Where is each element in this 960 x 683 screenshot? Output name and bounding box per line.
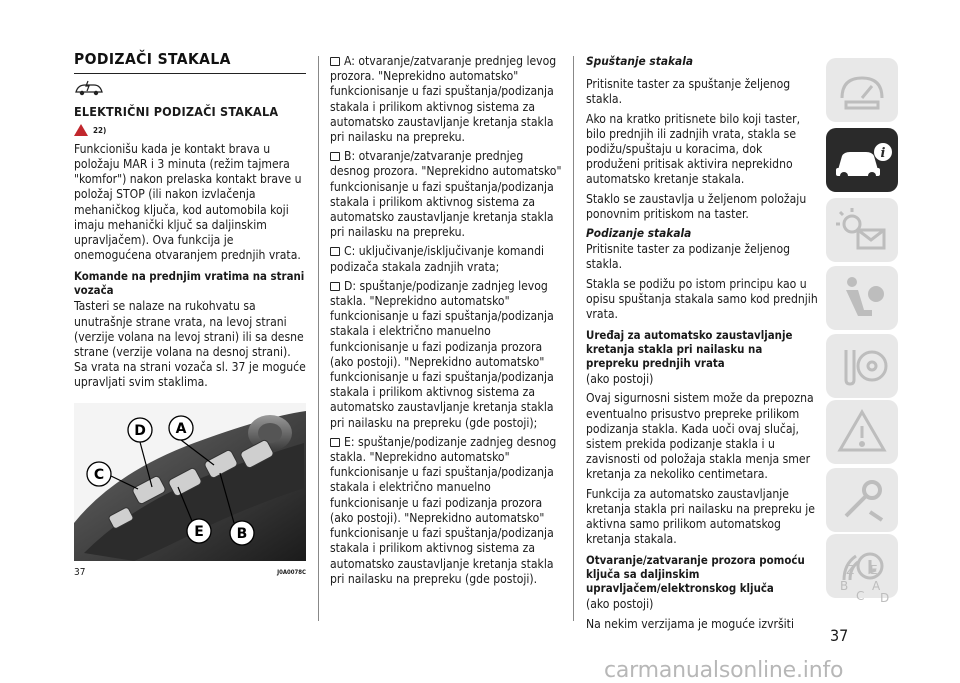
airbag-icon[interactable] [826, 266, 898, 330]
raising-p1: Pritisnite taster za podizanje željenog stakla. [586, 242, 791, 272]
list-item: A: otvaranje/zatvaranje prednjeg levog prozora. "Neprekidno automatsko" funkcionisanje u fazi spuštanja/podizanja stakala i prilikom aktivnog sistema za automatsko zaustavljanje kretanja stakla pri nailasku na prepreku. [330, 54, 562, 145]
antipinch-heading: Uređaj za automatsko zaustavljanje kretanja stakla pri nailasku na prepreku prednjih vrata [586, 328, 793, 371]
antipinch-p3: Funkcija za automatsko zaustavljanje kretanja stakla pri nailasku na prepreku je aktivna samo prilikom automatskog kretanja stakala. [586, 486, 815, 547]
raising-p2: Stakla se podižu po istom principu kao u opisu spuštanja stakala samo kod prednjih vrata. [586, 276, 818, 322]
section-heading: ELEKTRIČNI PODIZAČI STAKALA [74, 104, 279, 120]
index-letter-d: D [880, 591, 890, 605]
antipinch-p1: (ako postoji) [586, 372, 654, 387]
figure-label-a: A [175, 420, 187, 437]
warning-note [74, 123, 306, 138]
column-divider [573, 56, 574, 621]
lowering-p3: Staklo se zaustavlja u željenom položaju ponovnim pritiskom na taster. [586, 191, 807, 221]
remote-p1: (ako postoji) [586, 597, 654, 612]
figure-label-d: D [134, 422, 146, 439]
column-right [586, 54, 818, 636]
lowering-heading: Spuštanje stakala [586, 54, 694, 68]
figure-number: 37 [74, 566, 86, 578]
list-item: E: spuštanje/podizanje zadnjeg desnog stakla. "Neprekidno automatsko" funkcionisanje u fazi spuštanja/podizanja stakala i električno manuelno funkcionisanje u fazi podizanja prozora (ako postoji). "Neprekidno automatsko" funkcionisanje u fazi spuštanja/podizanja stakala i prilikom aktivnog sistema za automatsko zaustavljanje kretanja stakla pri nailasku na prepreku (gde postoji). [330, 435, 562, 587]
driver-controls-heading: Komande na prednjim vratima na strani vozača [74, 269, 305, 298]
figure-caption [74, 565, 306, 580]
lowering-p2: Ako na kratko pritisnete bilo koji taster, bilo prednjih ili zadnjih vrata, stakla se podižu/spuštaju u koracima, dok produženi pritisak aktivira neprekidno automatsko kretanje stakala. [586, 111, 801, 187]
list-item: B: otvaranje/zatvaranje prednjeg desnog prozora. "Neprekidno automatsko" funkcionisanje u fazi spuštanja/podizanja stakala i prilikom aktivnog sistema za automatsko zaustavljanje kretanja stakla pri nailasku na prepreku. [330, 149, 562, 240]
figure-label-b: B [236, 525, 248, 542]
svg-text:i: i [880, 146, 886, 161]
index-letter-e: E [870, 563, 878, 577]
index-icon[interactable] [826, 560, 898, 612]
figure-label-e: E [194, 523, 204, 540]
window-switch-figure [74, 403, 306, 561]
wrench-icon[interactable] [826, 468, 898, 532]
list-item: D: spuštanje/podizanje zadnjeg levog stakla. "Neprekidno automatsko" funkcionisanje u fazi spuštanja/podizanja stakala i električno manuelno funkcionisanje u fazi podizanja prozora (ako postoji). "Neprekidno automatsko" funkcionisanje u fazi spuštanja/podizanja stakala i prilikom aktivnog sistema za automatsko zaustavljanje kretanja stakla pri nailasku na prepreku (gde postoji); [330, 279, 562, 431]
warning-ref: 22) [93, 125, 107, 135]
raising-heading: Podizanje stakala [586, 226, 692, 241]
index-letter-c: C [856, 589, 865, 603]
page-number: 37 [830, 626, 849, 645]
warning-triangle-icon [74, 124, 88, 136]
figure-code: J0A0078C [277, 568, 306, 576]
list-item: C: uključivanje/isključivanje komandi podizača stakala zadnjih vrata; [330, 244, 562, 274]
car-info-icon[interactable] [826, 128, 898, 192]
index-letter-z: Z [846, 563, 855, 577]
lights-mail-icon[interactable] [826, 198, 898, 262]
remote-heading: Otvaranje/zatvaranje prozora pomoću ključa sa daljinskim upravljačem/elektronskog ključa [586, 553, 805, 596]
driver-controls-paragraph: Tasteri se nalaze na rukohvatu sa unutrašnje strane vrata, na levoj strani (verzije volana na levoj strani) ili sa desne strane (verzije volana na desnoj strani). Sa vrata na strani vozača sl. 37 je moguće upravljati svim staklima. [74, 299, 306, 390]
remote-p2: Na nekim verzijama je moguće izvršiti [586, 616, 794, 631]
page-title: PODIZAČI STAKALA [74, 52, 306, 74]
column-left [74, 52, 306, 580]
car-electric-icon [74, 80, 306, 100]
lowering-p1: Pritisnite taster za spuštanje željenog stakla. [586, 77, 791, 107]
antipinch-p2: Ovaj sigurnosni sistem može da prepozna eventualno prisustvo prepreke prilikom podizanja stakla. Kada uoči ovaj slučaj, sistem prekida podizanje stakla i u zavisnosti od položaja stakla menja smer kretanja za nekoliko centimetara. [586, 391, 814, 482]
intro-paragraph: Funkcionišu kada je kontakt brava u položaju MAR i 3 minuta (režim tajmera "komfor") nakon prelaska kontakt brave u položaj STOP (ili nakon izvlačenja mehaničkog ključa, kod automobila koji imaju mehanički ključ sa daljinskim upravljačem). Ova funkcija je onemogućena otvaranjem prednjih vrata. [74, 141, 302, 263]
column-middle [330, 54, 562, 591]
fluids-steering-icon[interactable] [826, 334, 898, 398]
index-letter-b: B [840, 579, 849, 593]
index-letter-a: A [872, 579, 881, 593]
warning-triangle-icon[interactable] [826, 400, 898, 464]
figure-label-c: C [93, 466, 105, 483]
column-divider [318, 56, 319, 621]
watermark: carmanualsonline.info [604, 658, 844, 683]
dashboard-icon[interactable] [826, 58, 898, 122]
